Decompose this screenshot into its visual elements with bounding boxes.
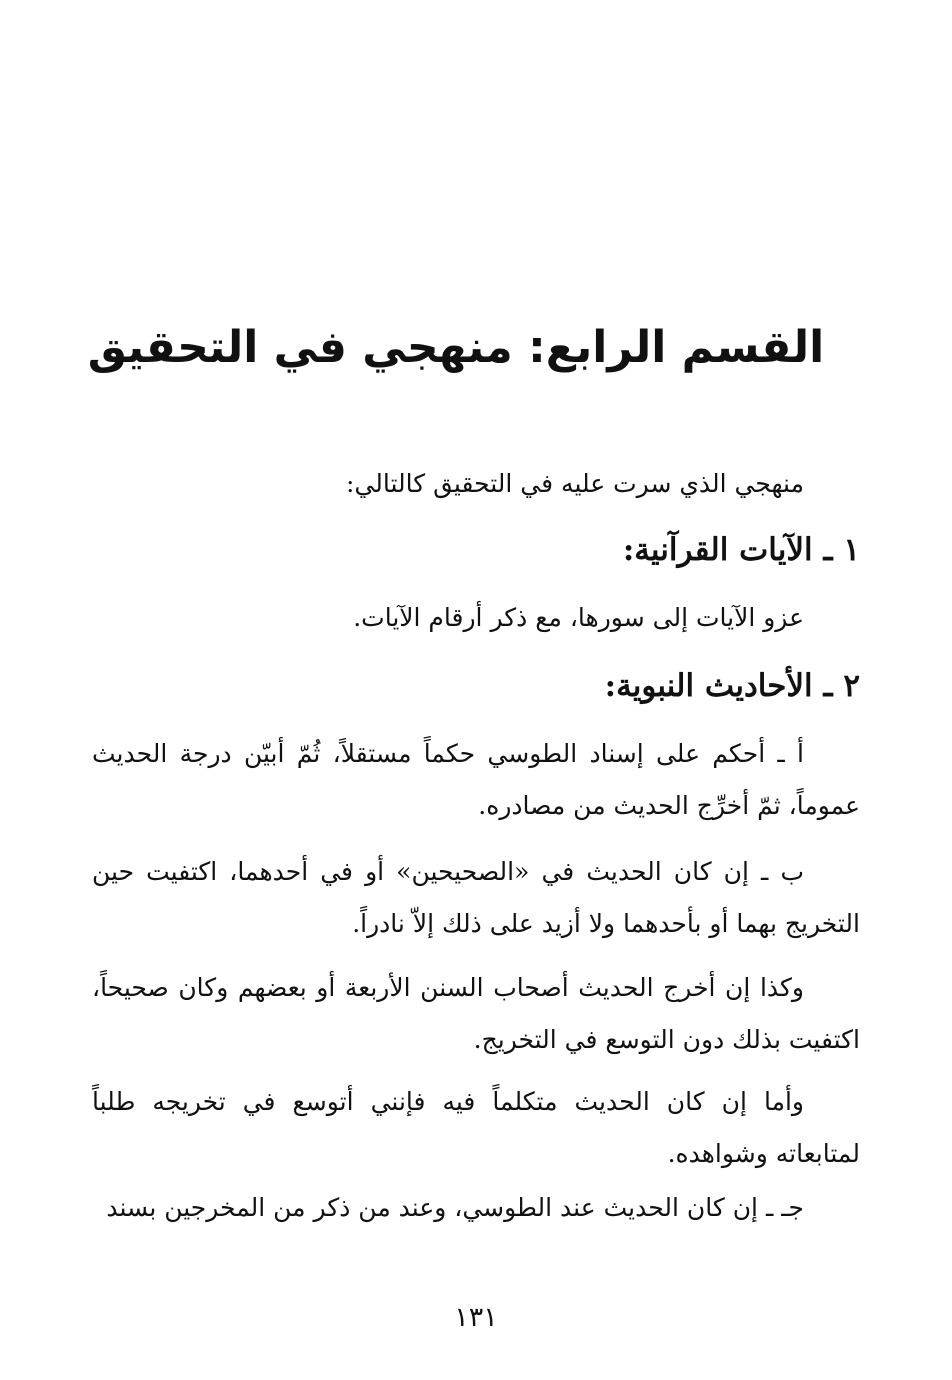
intro-paragraph: منهجي الذي سرت عليه في التحقيق كالتالي: [345, 469, 804, 498]
heading-prophetic-hadiths: ٢ ـ الأحاديث النبوية: [604, 668, 860, 704]
heading-quranic-verses: ١ ـ الآيات القرآنية: [622, 532, 860, 568]
paragraph-e: جـ ـ إن كان الحديث عند الطوسي، وعند من ذكر من المخرجين بسند [106, 1193, 804, 1222]
paragraph-c: وكذا إن أخرج الحديث أصحاب السنن الأربعة أو بعضهم وكان صحيحاً، اكتفيت بذلك دون التوسع في التخريج. [92, 973, 860, 1054]
paragraph-b: ب ـ إن كان الحديث في «الصحيحين» أو في أحدهما، اكتفيت حين التخريج بهما أو بأحدهما ولا أزيد على ذلك إلاّ نادراً. [92, 857, 860, 938]
section-title: القسم الرابع: منهجي في التحقيق [87, 322, 825, 373]
paragraph-a: أ ـ أحكم على إسناد الطوسي حكماً مستقلاً، ثُمّ أبيّن درجة الحديث عموماً، ثمّ أخرِّج الحديث من مصادره. [92, 739, 860, 820]
paragraph-verses: عزو الآيات إلى سورها، مع ذكر أرقام الآيات. [353, 603, 804, 632]
page-number: ١٣١ [454, 1302, 498, 1333]
paragraph-d: وأما إن كان الحديث متكلماً فيه فإنني أتوسع في تخريجه طلباً لمتابعاته وشواهده. [92, 1087, 860, 1168]
